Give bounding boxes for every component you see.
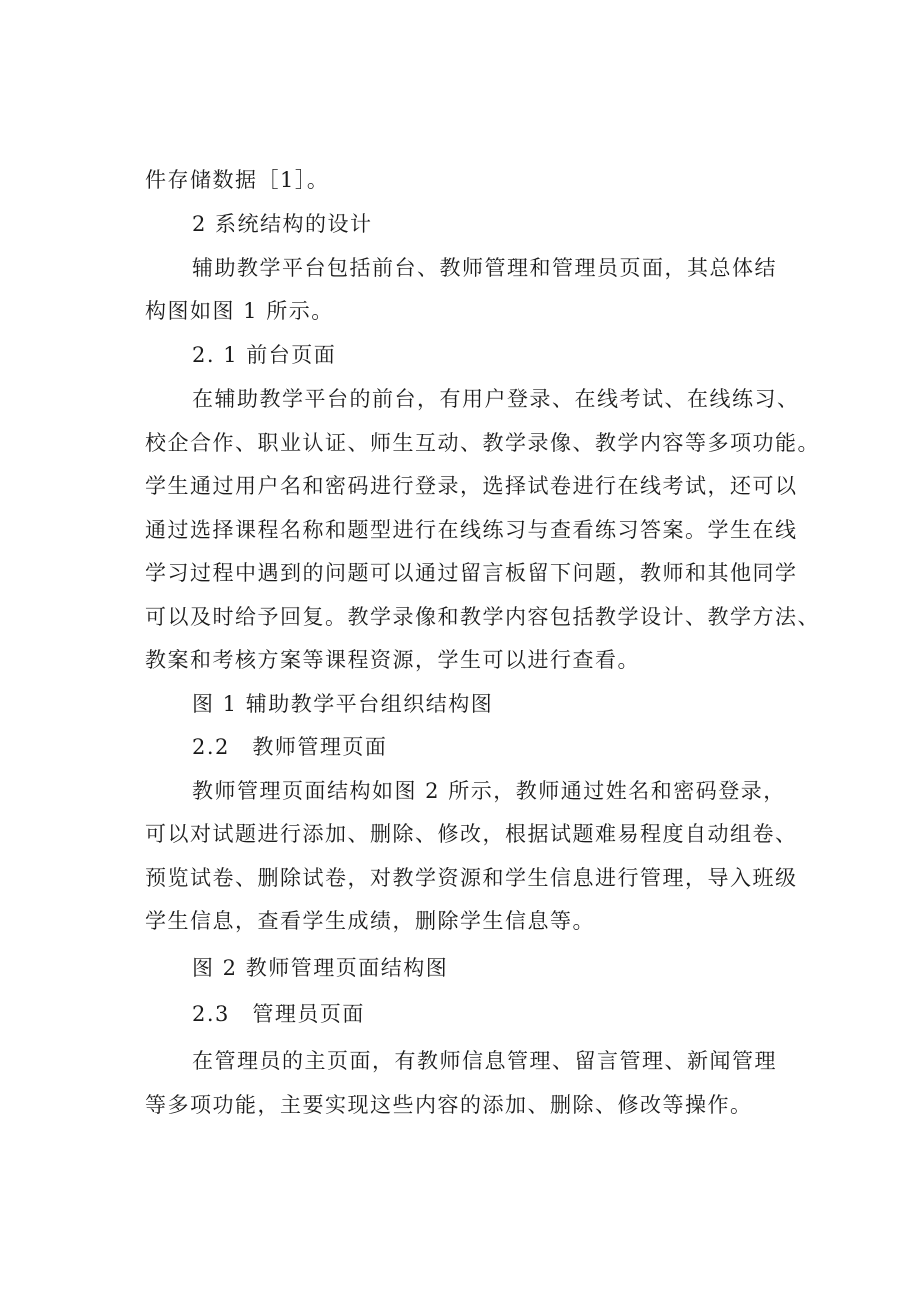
paragraph-line: 在辅助教学平台的前台，有用户登录、在线考试、在线练习、 [192, 387, 800, 411]
paragraph-tail-line: 件存储数据［1］。 [145, 168, 330, 192]
paragraph-line: 辅助教学平台包括前台、教师管理和管理员页面，其总体结 [192, 256, 777, 280]
paragraph-line: 教案和考核方案等课程资源，学生可以进行查看。 [145, 648, 640, 672]
paragraph-line: 教师管理页面结构如图 2 所示，教师通过姓名和密码登录， [192, 779, 786, 803]
section-heading-2: 2 系统结构的设计 [192, 212, 373, 236]
paragraph-line: 等多项功能，主要实现这些内容的添加、删除、修改等操作。 [145, 1093, 753, 1117]
figure-caption-2: 图 2 教师管理页面结构图 [192, 956, 449, 980]
paragraph-line: 学生信息，查看学生成绩，删除学生信息等。 [145, 909, 595, 933]
paragraph-line: 在管理员的主页面，有教师信息管理、留言管理、新闻管理 [192, 1049, 777, 1073]
section-heading-2-1: 2. 1 前台页面 [192, 343, 337, 367]
section-heading-2-3: 2.3 管理员页面 [192, 1002, 365, 1026]
paragraph-line: 通过选择课程名称和题型进行在线练习与查看练习答案。学生在线 [145, 518, 798, 542]
paragraph-line: 可以及时给予回复。教学录像和教学内容包括教学设计、教学方法、 [145, 605, 820, 629]
paragraph-line: 学生通过用户名和密码进行登录，选择试卷进行在线考试，还可以 [145, 474, 798, 498]
paragraph-line: 可以对试题进行添加、删除、修改，根据试题难易程度自动组卷、 [145, 822, 798, 846]
section-heading-2-2: 2.2 教师管理页面 [192, 735, 388, 759]
paragraph-line: 学习过程中遇到的问题可以通过留言板留下问题，教师和其他同学 [145, 561, 798, 585]
paragraph-line: 校企合作、职业认证、师生互动、教学录像、教学内容等多项功能。 [145, 431, 820, 455]
paragraph-line: 构图如图 1 所示。 [145, 299, 334, 323]
paragraph-line: 预览试卷、删除试卷，对教学资源和学生信息进行管理，导入班级 [145, 866, 798, 890]
figure-caption-1: 图 1 辅助教学平台组织结构图 [192, 692, 494, 716]
